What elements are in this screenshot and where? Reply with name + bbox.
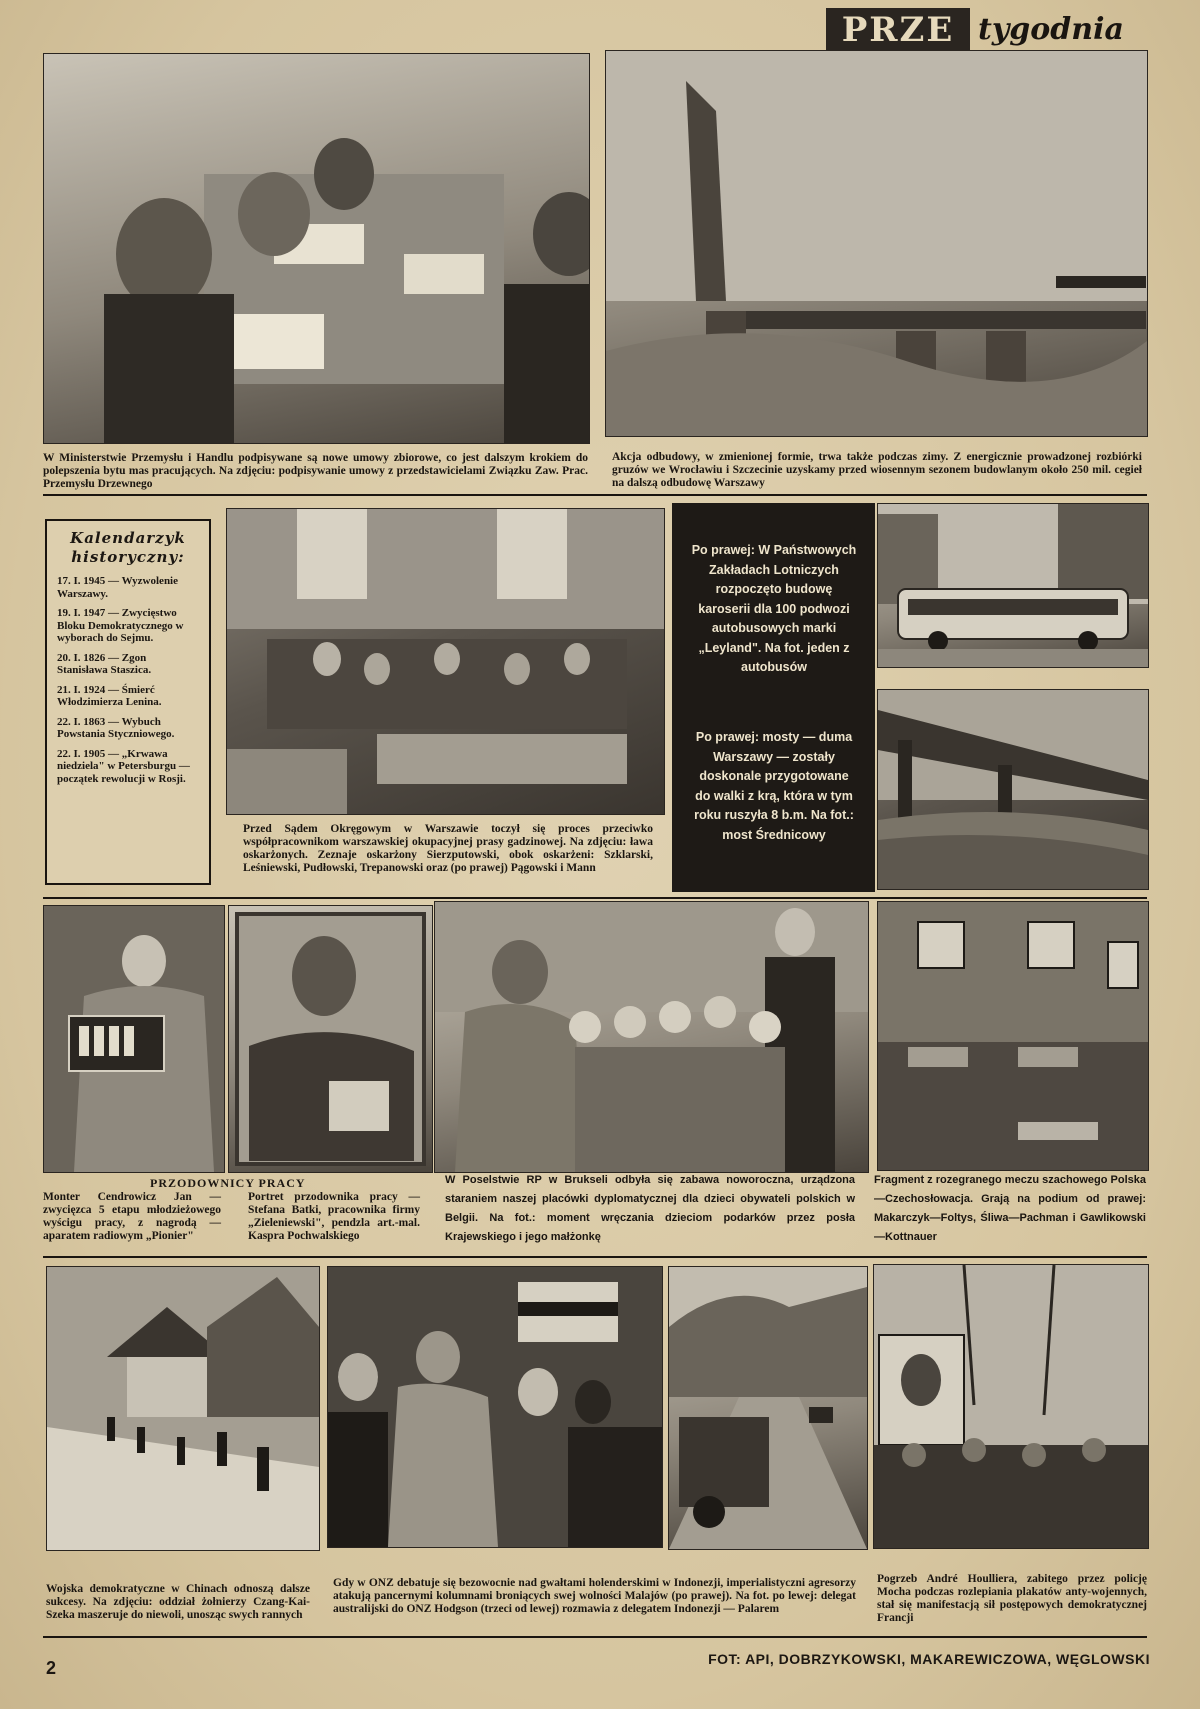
- caption-ministry: W Ministerstwie Przemysłu i Handlu podpisywane są nowe umowy zbiorowe, co jest dalszym krokiem do polepszenia bytu mas pracujących. Na zdjęciu: podpisywanie umowy z przedstawicielami Związku Zaw. Prac. Przemysłu Drzewnego: [43, 452, 588, 490]
- photo-rubble-reconstruction: [605, 50, 1148, 437]
- photo-ministry-signing: [43, 53, 590, 444]
- divider-footer: [43, 1636, 1147, 1638]
- caption-bus: Po prawej: W Państwowych Zakładach Lotniczych rozpoczęto budowę karoserii dla 100 podwozi autobusowych marki „Leyland". Na fot. jeden z autobusów: [691, 543, 857, 674]
- photo-china-soldiers: [46, 1266, 320, 1551]
- calendar-entry-5: 22. I. 1863 — Wybuch Powstania Styczniowego.: [57, 715, 175, 740]
- divider-row-3: [43, 1256, 1147, 1258]
- caption-leader-portrait: Portret przodownika pracy — Stefana Batki, pracownika firmy „Zieleniewski", pendzla art.-mal. Kaspra Pochwalskiego: [248, 1191, 420, 1242]
- photo-portrait-painting: [228, 905, 433, 1173]
- photo-un-delegates: [327, 1266, 663, 1548]
- photo-brussels-children: [434, 901, 869, 1173]
- page-number: 2: [46, 1658, 57, 1678]
- caption-rebuild: Akcja odbudowy, w zmienionej formie, trwa także podczas zimy. Z energicznie prowadzonej rozbiórki gruzów we Wrocławiu i Szczecinie uzyskamy przed wiosennym sezonem budowlanym około 250 mil. cegieł na dalszą odbudowę Warszawy: [612, 451, 1142, 489]
- caption-funeral: Pogrzeb André Houlliera, zabitego przez policję Mocha podczas rozlepiania plakatów anty-wojennych, stał się manifestacją sił postępowych demokratycznej Francji: [877, 1573, 1147, 1624]
- caption-bridge: Po prawej: mosty — duma Warszawy — zostały doskonale przygotowane do walki z krą, która w tym roku ruszyła 8 b.m. Na fot.: most Średnicowy: [694, 730, 854, 842]
- historical-calendar: [45, 519, 211, 885]
- photo-radio-winner: [43, 905, 225, 1173]
- photo-chess-match: [877, 901, 1149, 1171]
- heading-work-leaders: PRZODOWNICY PRACY: [150, 1176, 306, 1190]
- caption-leader-radio: Monter Cendrowicz Jan — zwycięzca 5 etapu młodzieżowego wyścigu pracy, z nagrodą — aparatem radiowym „Pionier": [43, 1191, 221, 1242]
- calendar-entry-4: 21. I. 1924 — Śmierć Włodzimierza Lenina.: [57, 683, 162, 708]
- caption-brussels: W Poselstwie RP w Brukseli odbyła się zabawa noworoczna, urządzona staraniem naszej placówki dyplomatycznej dla dzieci obywateli polskich w Belgii. Na fot.: moment wręczania dzieciom podarków przez posła Krajewskiego i jego małżonkę: [445, 1174, 855, 1243]
- calendar-entry-2: 19. I. 1947 — Zwycięstwo Bloku Demokratycznego w wyborach do Sejmu.: [57, 607, 184, 644]
- caption-un: Gdy w ONZ debatuje się bezowocnie nad gwałtami holenderskimi w Indonezji, imperialistyczni agresorzy atakują pancernymi kolumnami broniących swej wolności Malajów (po prawej). Na fot. po lewej: delegat australijski do ONZ Hodgson (trzeci od lewej) rozmawia z delegatem Indonezji — Palarem: [333, 1577, 856, 1615]
- caption-court: Przed Sądem Okręgowym w Warszawie toczył się proces przeciwko współpracownikom warszawskiej okupacyjnej prasy gadzinowej. Na zdjęciu: ława oskarżonych. Zeznaje oskarżony Sierzputowski, obok oskarżeni: Szklarski, Leśniewski, Pudłowski, Trepanowski oraz (po prawej) Pągowski i Mann: [243, 823, 653, 874]
- logo-top: PRZE: [826, 8, 970, 52]
- divider-row-1: [43, 494, 1147, 496]
- photo-funeral-procession: [873, 1264, 1149, 1549]
- divider-row-2: [43, 897, 1147, 899]
- calendar-title: Kalendarzyk historyczny:: [70, 529, 186, 566]
- photo-armored-column: [668, 1266, 868, 1550]
- info-box-black: [672, 503, 875, 892]
- calendar-entry-3: 20. I. 1826 — Zgon Stanisława Staszica.: [57, 651, 152, 676]
- caption-china: Wojska demokratyczne w Chinach odnoszą dalsze sukcesy. Na zdjęciu: oddział żołnierzy Czang-Kai-Szeka maszeruje do niewoli, unosząc swych rannych: [46, 1583, 310, 1621]
- photo-srednicowy-bridge: [877, 689, 1149, 890]
- photo-leyland-bus: [877, 503, 1149, 668]
- calendar-entry-6: 22. I. 1905 — „Krwawa niedziela" w Petersburgu — początek rewolucji w Rosji.: [57, 747, 190, 785]
- photo-credits: FOT: API, DOBRZYKOWSKI, MAKAREWICZOWA, WĘGLOWSKI: [708, 1651, 1150, 1667]
- caption-chess: Fragment z rozegranego meczu szachowego Polska—Czechosłowacja. Grają na podium od prawej: Makarczyk—Foltys, Śliwa—Pachman i Gawlikowski—Kottnauer: [874, 1174, 1147, 1243]
- masthead-tagline: tygodnia: [978, 12, 1124, 47]
- photo-court-trial: [226, 508, 665, 815]
- calendar-entry-1: 17. I. 1945 — Wyzwolenie Warszawy.: [57, 575, 178, 600]
